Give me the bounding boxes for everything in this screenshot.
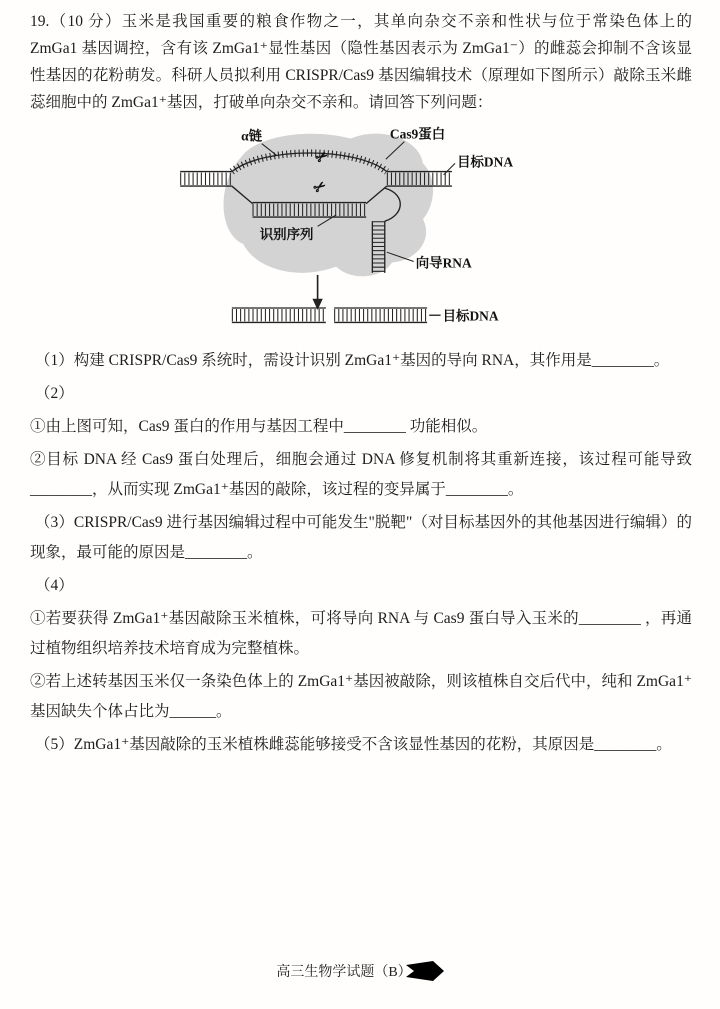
scissors-icon: ✂ (312, 147, 332, 168)
cas9-protein-label: Cas9蛋白 (389, 126, 446, 142)
target-dna-top-label: 目标DNA (457, 154, 514, 170)
question-part-4: （4） (35, 576, 74, 594)
question-intro: 19.（10 分）玉米是我国重要的粮食作物之一，其单向杂交不亲和性状与位于常染色体上的 ZmGa1 基因调控，含有该 ZmGa1⁺显性基因（隐性基因表示为 ZmGa1⁻）的雌蕊会抑制不含该显性基因的花粉萌发。科研人员拟利用 CRISPR/Cas9 基因编辑技术（原理如下图所示）敲除玉米雌蕊细胞中的 ZmGa1⁺基因，打破单向杂交不亲和。请回答下列问题： (30, 13, 692, 111)
question-part-1: （1）构建 CRISPR/Cas9 系统时，需设计识别 ZmGa1⁺基因的导向 RNA，其作用是________。 (35, 351, 670, 369)
question-part-2-1: ①由上图可知，Cas9 蛋白的作用与基因工程中________ 功能相似。 (30, 417, 488, 435)
question-part-4-2: ②若上述转基因玉米仅一条染色体上的 ZmGa1⁺基因被敲除，则该植株自交后代中，纯和 ZmGa1⁺基因缺失个体占比为______。 (30, 672, 692, 720)
edited-dna-fragment-left (232, 308, 326, 322)
guide-rna-label: 向导RNA (415, 255, 472, 271)
crispr-cas9-diagram (175, 122, 547, 337)
scissors-icon: ✂ (310, 177, 330, 198)
edited-dna-fragment-right (334, 308, 427, 322)
chain-label: α链 (241, 128, 263, 144)
question-part-4-1: ①若要获得 ZmGa1⁺基因敲除玉米植株，可将导向 RNA 与 Cas9 蛋白导入玉米的________ ，再通过植物组织培养技术培育成为完整植株。 (30, 609, 692, 657)
question-part-3: （3）CRISPR/Cas9 进行基因编辑过程中可能发生"脱靶"（对目标基因外的其他基因进行编辑）的现象，最可能的原因是________。 (30, 513, 692, 561)
page-footer (0, 961, 720, 981)
recognition-sequence-label: 识别序列 (259, 226, 314, 242)
target-dna-bottom-label: 目标DNA (442, 308, 499, 324)
footer-title: 高三生物学试题（B） (276, 965, 412, 980)
question-part-5: （5）ZmGa1⁺基因敲除的玉米植株雌蕊能够接受不含该显性基因的花粉，其原因是________。 (35, 735, 672, 753)
question-part-2-2: ②目标 DNA 经 Cas9 蛋白处理后，细胞会通过 DNA 修复机制将其重新连接，该过程可能导致________，从而实现 ZmGa1⁺基因的敲除，该过程的变异属于________。 (30, 450, 692, 498)
question-part-2: （2） (35, 384, 74, 402)
down-arrow (312, 275, 322, 310)
scan-artifact-mark (406, 961, 444, 981)
target-dna-left-segment (180, 172, 232, 186)
diagram-container (30, 122, 692, 342)
